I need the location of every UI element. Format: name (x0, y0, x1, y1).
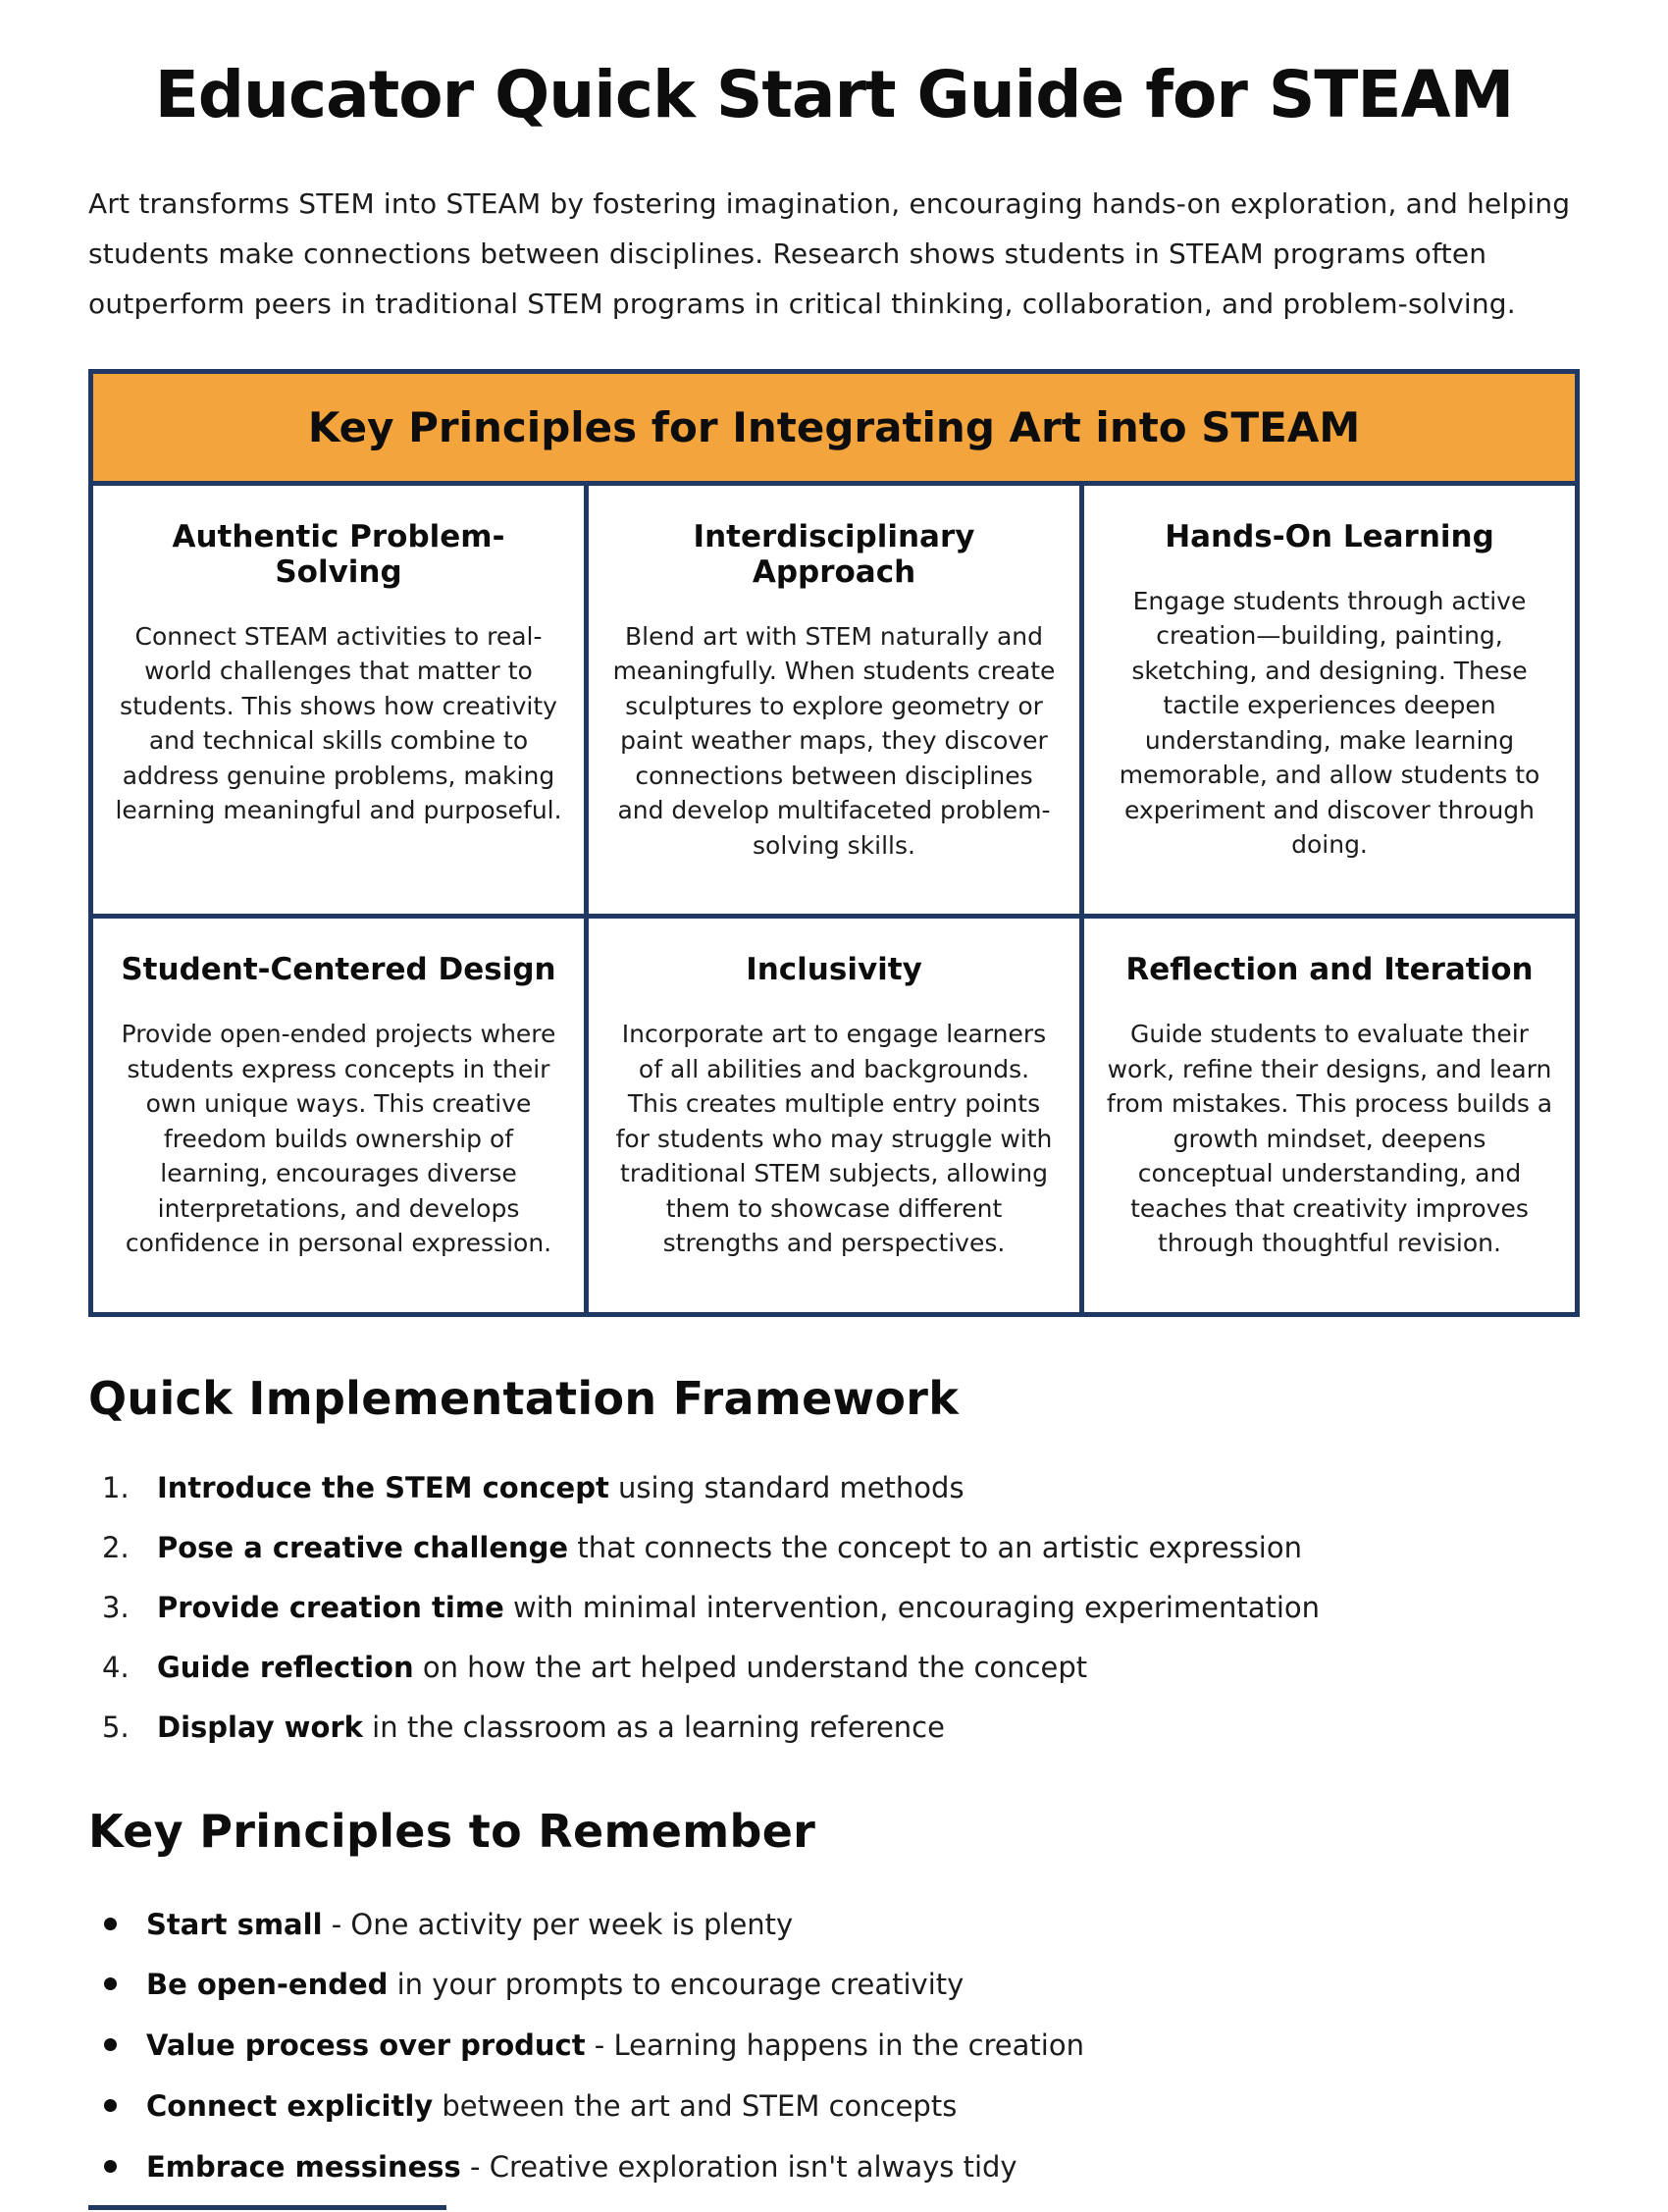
step-rest: on how the art helped understand the concept (413, 1650, 1088, 1684)
cell-body: Connect STEAM activities to real-world challenges that matter to students. This shows how creativity and technical skills combine to address genuine problems, making learning meaningful and purposeful. (115, 621, 562, 825)
step-text (157, 1706, 945, 1750)
principles-table-header: Key Principles for Integrating Art into STEAM (93, 374, 1575, 486)
step-text (157, 1466, 964, 1510)
cell-body: Provide open-ended projects where students express concepts in their own unique ways. This creative freedom builds ownership of learning, encourages diverse interpretations, and develops confidence in personal expression. (121, 1020, 556, 1258)
bullet-icon (104, 2038, 117, 2051)
list-item-point-3 (88, 2024, 1580, 2068)
table-cell-authentic-problem-solving (93, 486, 584, 915)
step-number: 4. (102, 1650, 130, 1684)
step-lead: Guide reflection (157, 1650, 414, 1684)
table-cell-hands-on-learning (1084, 486, 1575, 915)
table-cell-inclusivity (589, 919, 1079, 1312)
cell-body: Incorporate art to engage learners of all abilities and backgrounds. This creates multiple entry points for students who may struggle with traditional STEM subjects, allowing them to showcase different strengths and perspectives. (615, 1020, 1053, 1258)
list-item-step-1 (88, 1466, 1580, 1510)
principles-table-grid (93, 486, 1575, 1312)
point-lead: Start small (146, 1907, 323, 1941)
step-number: 5. (102, 1710, 130, 1744)
remember-points-list (88, 1903, 1580, 2190)
document-page (0, 57, 1668, 2212)
step-number: 2. (102, 1530, 130, 1564)
page-title: Educator Quick Start Guide for STEAM (154, 57, 1514, 132)
point-rest: - One activity per week is plenty (322, 1907, 794, 1941)
list-item-step-5 (88, 1706, 1580, 1750)
cell-title: Authentic Problem-Solving (172, 518, 505, 590)
point-rest: in your prompts to encourage creativity (388, 1968, 964, 2002)
list-item-point-2 (88, 1963, 1580, 2007)
bullet-icon (104, 2099, 117, 2112)
page-content (0, 57, 1668, 2189)
step-lead: Provide creation time (157, 1590, 504, 1624)
table-cell-reflection-and-iteration (1084, 919, 1575, 1312)
point-lead: Be open-ended (146, 1968, 389, 2002)
step-lead: Pose a creative challenge (157, 1530, 569, 1564)
bullet-icon (104, 2160, 117, 2173)
cell-body: Guide students to evaluate their work, refine their designs, and learn from mistakes. This process builds a growth mindset, deepens conceptual understanding, and teaches that creativity improves through thoughtful revision. (1106, 1020, 1553, 1258)
point-text (146, 2024, 1084, 2068)
step-lead: Display work (157, 1710, 363, 1744)
point-rest: between the art and STEM concepts (433, 2089, 958, 2124)
cell-title: Interdisciplinary Approach (693, 518, 975, 590)
point-text (146, 1963, 964, 2007)
cell-body: Engage students through active creation—building, painting, sketching, and designing. These tactile experiences deepen understanding, make learning memorable, and allow students to experiment and discover through doing. (1119, 586, 1540, 860)
step-rest: using standard methods (608, 1470, 964, 1504)
point-rest: - Creative exploration isn't always tidy (460, 2150, 1017, 2185)
step-rest: in the classroom as a learning reference (362, 1710, 945, 1744)
step-text (157, 1586, 1320, 1630)
cell-title: Reflection and Iteration (1125, 952, 1534, 988)
step-number: 1. (102, 1470, 130, 1504)
list-item-step-3 (88, 1586, 1580, 1630)
point-text (146, 1903, 793, 1947)
point-lead: Connect explicitly (146, 2089, 434, 2124)
principles-table (88, 369, 1580, 1317)
list-item-step-4 (88, 1646, 1580, 1690)
table-cell-interdisciplinary-approach (589, 486, 1079, 915)
cell-body: Blend art with STEM naturally and meaningfully. When students create sculptures to explore geometry or paint weather maps, they discover connections between disciplines and develop multifaceted problem-solving skills. (612, 621, 1056, 860)
cell-title: Hands-On Learning (1165, 518, 1494, 554)
point-lead: Value process over product (146, 2028, 586, 2063)
list-item-step-2 (88, 1526, 1580, 1570)
cell-title: Inclusivity (746, 952, 922, 988)
cutoff-next-table-border (88, 2205, 446, 2210)
point-text (146, 2145, 1017, 2189)
cell-title: Student-Centered Design (121, 952, 556, 988)
list-item-point-1 (88, 1903, 1580, 1947)
list-item-point-4 (88, 2084, 1580, 2129)
remember-heading: Key Principles to Remember (88, 1804, 816, 1858)
bullet-icon (104, 1977, 117, 1990)
point-lead: Embrace messiness (146, 2150, 461, 2185)
step-rest: with minimal intervention, encouraging experimentation (503, 1590, 1321, 1624)
list-item-point-5 (88, 2145, 1580, 2189)
framework-heading: Quick Implementation Framework (88, 1371, 960, 1425)
intro-paragraph: Art transforms STEM into STEAM by fostering imagination, encouraging hands-on exploration, and helping students make connections between disciplines. Research shows students in STEAM programs often outperform peers in traditional STEM programs in critical thinking, collaboration, and problem-solving. (88, 187, 1571, 320)
step-number: 3. (102, 1590, 130, 1624)
step-text (157, 1526, 1302, 1570)
point-text (146, 2084, 957, 2129)
framework-steps-list (88, 1466, 1580, 1750)
step-rest: that connects the concept to an artistic expression (568, 1530, 1302, 1564)
step-text (157, 1646, 1087, 1690)
table-cell-student-centered-design (93, 919, 584, 1312)
step-lead: Introduce the STEM concept (157, 1470, 609, 1504)
bullet-icon (104, 1918, 117, 1930)
point-rest: - Learning happens in the creation (585, 2028, 1084, 2063)
